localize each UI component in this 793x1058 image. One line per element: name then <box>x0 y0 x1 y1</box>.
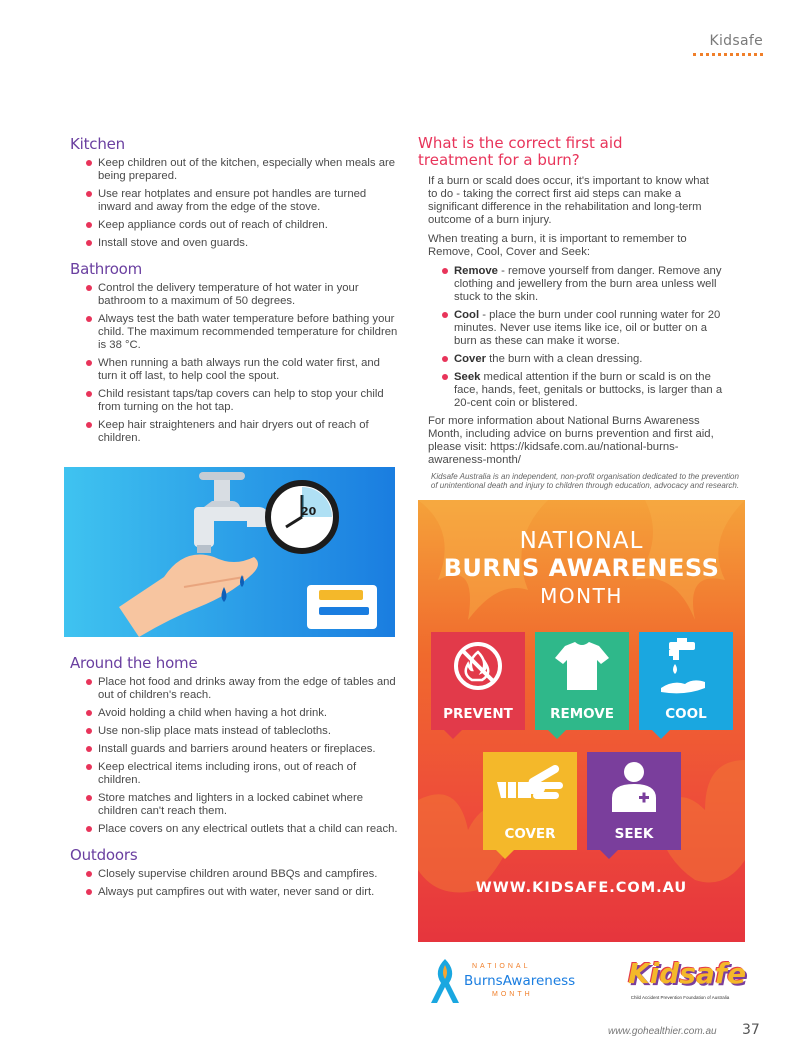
kidsafe-logo-text: Kidsafe <box>628 957 747 990</box>
list-item <box>442 371 732 410</box>
list-item: Install guards and barriers around heaters or fireplaces. <box>86 743 400 756</box>
ribbon-icon <box>428 957 462 1005</box>
around-home-list <box>70 676 400 836</box>
first-aid-steps <box>418 265 732 410</box>
list-item <box>442 265 732 304</box>
page-number: 37 <box>742 1022 760 1038</box>
header-rule <box>693 53 763 56</box>
hand-icon <box>119 555 258 638</box>
left-column-lower <box>70 654 400 909</box>
right-column <box>418 135 748 473</box>
burns-logo-main: BurnsAwareness <box>464 973 576 989</box>
tap-water-icon <box>639 632 733 702</box>
header-tag: Kidsafe <box>709 33 763 49</box>
first-aid-title: What is the correct first aid treatment for a burn? <box>418 134 623 169</box>
step-text: - place the burn under cool running water for 20 minutes. Never use items like ice, oil or butter on a burn as these can make it worse. <box>454 309 721 347</box>
footer-url: www.gohealthier.com.au <box>608 1026 717 1037</box>
awareness-poster <box>418 500 745 942</box>
first-aid-intro: If a burn or scald does occur, it's important to know what to do - taking the correct first aid steps can make a significant difference in the rehabilitation and long-term outcome of a burn injury. <box>428 175 709 226</box>
left-column <box>70 135 400 455</box>
more-info: For more information about National Burns Awareness Month, including advice on burns prevention and first aid, please visit: https://kidsafe.com.au/national-burns-awareness-month/ <box>428 415 714 466</box>
no-fire-icon <box>431 632 525 702</box>
list-item: Keep hair straighteners and hair dryers out of reach of children. <box>86 419 400 445</box>
credit-note: Kidsafe Australia is an independent, non-profit organisation dedicated to the prevention of unintentional death and injury to children through education, advocacy and research. <box>430 472 740 490</box>
list-item: Install stove and oven guards. <box>86 237 400 250</box>
step-term: Cover <box>454 353 487 365</box>
poster-line1: NATIONAL <box>519 528 644 554</box>
kitchen-list <box>70 157 400 250</box>
around-home-title: Around the home <box>70 654 198 672</box>
kitchen-title: Kitchen <box>70 135 125 153</box>
step-term: Cool <box>454 309 480 321</box>
bathroom-list <box>70 282 400 445</box>
list-item: Place hot food and drinks away from the edge of tables and out of children's reach. <box>86 676 400 702</box>
tile-label: PREVENT <box>443 706 513 722</box>
outdoors-list <box>70 868 400 899</box>
list-item: Avoid holding a child when having a hot drink. <box>86 707 400 720</box>
step-text: the burn with a clean dressing. <box>486 353 643 365</box>
tile-remove <box>535 632 629 730</box>
burns-logo-top: NATIONAL <box>472 963 531 970</box>
tshirt-icon <box>535 632 629 702</box>
list-item: Always test the bath water temperature before bathing your child. The maximum recommended temperature for children is 38 °C. <box>86 313 400 352</box>
burns-logo-bottom: MONTH <box>492 991 533 998</box>
tile-cool <box>639 632 733 730</box>
list-item: Child resistant taps/tap covers can help to stop your child from turning on the hot tap. <box>86 388 400 414</box>
tile-cover <box>483 752 577 850</box>
kidsafe-logo <box>620 955 747 1010</box>
outdoors-title: Outdoors <box>70 846 138 864</box>
first-aid-lead: When treating a burn, it is important to remember to Remove, Cool, Cover and Seek: <box>428 233 687 258</box>
poster-url: WWW.KIDSAFE.COM.AU <box>475 880 688 896</box>
list-item: Keep children out of the kitchen, especially when meals are being prepared. <box>86 157 400 183</box>
tile-seek <box>587 752 681 850</box>
tile-prevent <box>431 632 525 730</box>
clock-number: 20 <box>301 505 317 518</box>
step-term: Seek <box>454 371 481 383</box>
list-item: Use non-slip place mats instead of tablecloths. <box>86 725 400 738</box>
tile-label: REMOVE <box>550 706 614 722</box>
step-text: - remove yourself from danger. Remove any clothing and jewellery from the burn area unless well stuck to the skin. <box>454 265 722 303</box>
list-item: Keep electrical items including irons, out of reach of children. <box>86 761 400 787</box>
kidsafe-logo-sub: Child Accident Prevention Foundation of Australia <box>630 995 730 1000</box>
tile-label: COVER <box>504 826 556 842</box>
poster-line3: MONTH <box>540 584 623 608</box>
list-item: Always put campfires out with water, never sand or dirt. <box>86 886 400 899</box>
tap-hand-clock-illustration <box>64 467 395 637</box>
list-item: Keep appliance cords out of reach of children. <box>86 219 400 232</box>
list-item <box>442 353 732 366</box>
list-item: Use rear hotplates and ensure pot handles are turned inward and away from the edge of the stove. <box>86 188 400 214</box>
list-item: Control the delivery temperature of hot water in your bathroom to a maximum of 50 degrees. <box>86 282 400 308</box>
burns-awareness-logo <box>428 957 588 1007</box>
poster-line2: BURNS AWARENESS <box>443 554 720 582</box>
list-item: Closely supervise children around BBQs and campfires. <box>86 868 400 881</box>
step-text: medical attention if the burn or scald is on the face, hands, feet, genitals or buttocks, is larger than a 20-cent coin or blistered. <box>454 371 723 409</box>
tap-illustration <box>64 467 395 637</box>
bathroom-title: Bathroom <box>70 260 143 278</box>
tile-label: COOL <box>665 706 707 722</box>
list-item: Store matches and lighters in a locked cabinet where children can't reach them. <box>86 792 400 818</box>
tile-label: SEEK <box>614 826 654 842</box>
step-term: Remove <box>454 265 498 277</box>
list-item: Place covers on any electrical outlets that a child can reach. <box>86 823 400 836</box>
tap-spout-icon <box>194 507 214 547</box>
list-item: When running a bath always run the cold water first, and turn it off last, to help cool the spout. <box>86 357 400 383</box>
list-item <box>442 309 732 348</box>
doctor-icon <box>587 752 681 822</box>
bandaged-hand-icon <box>483 752 577 822</box>
